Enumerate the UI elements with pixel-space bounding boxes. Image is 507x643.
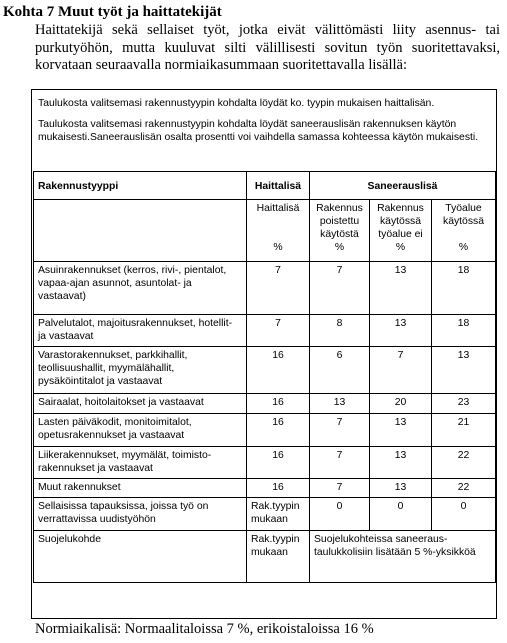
cell-kaytossa: 18 bbox=[432, 315, 496, 347]
table-row bbox=[34, 498, 496, 531]
subheader-poistettu-label: Rakennus poistettu käytöstä bbox=[316, 203, 363, 240]
cell-kaytossa: 0 bbox=[432, 498, 496, 531]
cell-ei-kaytossa: 7 bbox=[370, 347, 432, 394]
unit-label: % bbox=[395, 242, 406, 253]
cell-ei-kaytossa: 0 bbox=[370, 498, 432, 531]
section-heading: Kohta 7 Muut työt ja haittatekijät bbox=[3, 4, 222, 20]
cell-ei-kaytossa: 13 bbox=[370, 315, 432, 347]
cell-kaytossa: 18 bbox=[432, 262, 496, 315]
cell-haittalisa: 16 bbox=[247, 394, 310, 414]
subheader-haittalisa bbox=[247, 200, 310, 262]
subheader-ei-kaytossa bbox=[370, 200, 432, 262]
header-row bbox=[34, 172, 496, 200]
box-note-2: Taulukosta valitsemasi rakennustyypin kohdalta löydät saneerauslisän rakennuksen käytön mukaisesti.Saneerauslisän osalta prosentti voi vaihdella samassa kohteessa käytön mukaisesti. bbox=[38, 119, 479, 143]
box-notes bbox=[38, 97, 490, 152]
subheader-kaytossa bbox=[432, 200, 496, 262]
row-label: Palvelutalot, majoitusrakennukset, hotellit- ja vastaavat bbox=[34, 315, 247, 347]
subheader-ei-kaytossa-label: Rakennus käytössä työalue ei bbox=[377, 203, 424, 240]
row-label: Asuinrakennukset (kerros, rivi-, pientalot, vapaa-ajan asunnot, asuntolat- ja vastaavat) bbox=[34, 262, 247, 315]
row-label: Lasten päiväkodit, monitoimitalot, opetusrakennukset ja vastaavat bbox=[34, 414, 247, 447]
table-row bbox=[34, 394, 496, 414]
cell-haittalisa: 7 bbox=[247, 262, 310, 315]
cell-poistettu: 13 bbox=[310, 394, 370, 414]
subheader-poistettu bbox=[310, 200, 370, 262]
box-note-1: Taulukosta valitsemasi rakennustyypin kohdalta löydät ko. tyypin mukaisen haittalisän. bbox=[38, 98, 435, 109]
cell-poistettu: 7 bbox=[310, 262, 370, 315]
table-row bbox=[34, 479, 496, 498]
cell-kaytossa: 23 bbox=[432, 394, 496, 414]
table-row bbox=[34, 347, 496, 394]
table-row bbox=[34, 414, 496, 447]
header-haittalisa: Haittalisä bbox=[247, 172, 310, 200]
unit-label: % bbox=[334, 242, 345, 253]
subheader-haittalisa-label: Haittalisä bbox=[256, 203, 300, 214]
subheader-kaytossa-label: Työalue käytössä bbox=[443, 203, 485, 227]
cell-haittalisa: 16 bbox=[247, 447, 310, 479]
surcharge-table bbox=[33, 171, 496, 583]
cell-haittalisa: Rak.tyypin mukaan bbox=[247, 531, 310, 583]
table-row bbox=[34, 262, 496, 315]
table-row bbox=[34, 447, 496, 479]
cell-kaytossa: 21 bbox=[432, 414, 496, 447]
cell-haittalisa: 16 bbox=[247, 414, 310, 447]
header-saneerauslisa: Saneerauslisä bbox=[310, 172, 496, 200]
cell-haittalisa: 16 bbox=[247, 347, 310, 394]
cell-haittalisa: 7 bbox=[247, 315, 310, 347]
cell-poistettu: 7 bbox=[310, 414, 370, 447]
unit-label: % bbox=[458, 242, 469, 253]
cell-haittalisa: Rak.tyypin mukaan bbox=[247, 498, 310, 531]
intro-paragraph: Haittatekijä sekä sellaiset työt, jotka eivät välittömästi liity asennus- tai purkutyöhön, mutta kuuluvat silti välillisesti sovitun työn suoritettavaksi, korvataan seuraavalla normiaikasummaan suoritettavalla lisällä: bbox=[35, 22, 500, 73]
cell-protected-note: Suojelukohteissa saneeraus-taulukkolisiin lisätään 5 %-yksikköä bbox=[310, 531, 496, 583]
row-label: Suojelukohde bbox=[34, 531, 247, 583]
cell-ei-kaytossa: 20 bbox=[370, 394, 432, 414]
header-building-type: Rakennustyyppi bbox=[34, 172, 247, 200]
table-row bbox=[34, 531, 496, 583]
cell-kaytossa: 22 bbox=[432, 447, 496, 479]
cell-haittalisa: 16 bbox=[247, 479, 310, 498]
row-label: Muut rakennukset bbox=[34, 479, 247, 498]
cell-poistettu: 6 bbox=[310, 347, 370, 394]
cell-poistettu: 7 bbox=[310, 447, 370, 479]
cell-ei-kaytossa: 13 bbox=[370, 262, 432, 315]
cell-kaytossa: 22 bbox=[432, 479, 496, 498]
cell-poistettu: 7 bbox=[310, 479, 370, 498]
row-label: Sairaalat, hoitolaitokset ja vastaavat bbox=[34, 394, 247, 414]
footer-note: Normiaikalisä: Normaalitaloissa 7 %, erikoistaloissa 16 % bbox=[35, 621, 374, 637]
subheader-row bbox=[34, 200, 496, 262]
cell-kaytossa: 13 bbox=[432, 347, 496, 394]
row-label: Varastorakennukset, parkkihallit, teollisuushallit, myymälähallit, pysäköintitalot ja vastaavat bbox=[34, 347, 247, 394]
cell-ei-kaytossa: 13 bbox=[370, 414, 432, 447]
subheader-empty bbox=[34, 200, 247, 262]
cell-poistettu: 8 bbox=[310, 315, 370, 347]
table-row bbox=[34, 315, 496, 347]
cell-ei-kaytossa: 13 bbox=[370, 447, 432, 479]
cell-poistettu: 0 bbox=[310, 498, 370, 531]
cell-ei-kaytossa: 13 bbox=[370, 479, 432, 498]
row-label: Sellaisissa tapauksissa, joissa työ on verrattavissa uudistyöhön bbox=[34, 498, 247, 531]
unit-label: % bbox=[273, 242, 283, 253]
row-label: Liikerakennukset, myymälät, toimisto-rakennukset ja vastaavat bbox=[34, 447, 247, 479]
